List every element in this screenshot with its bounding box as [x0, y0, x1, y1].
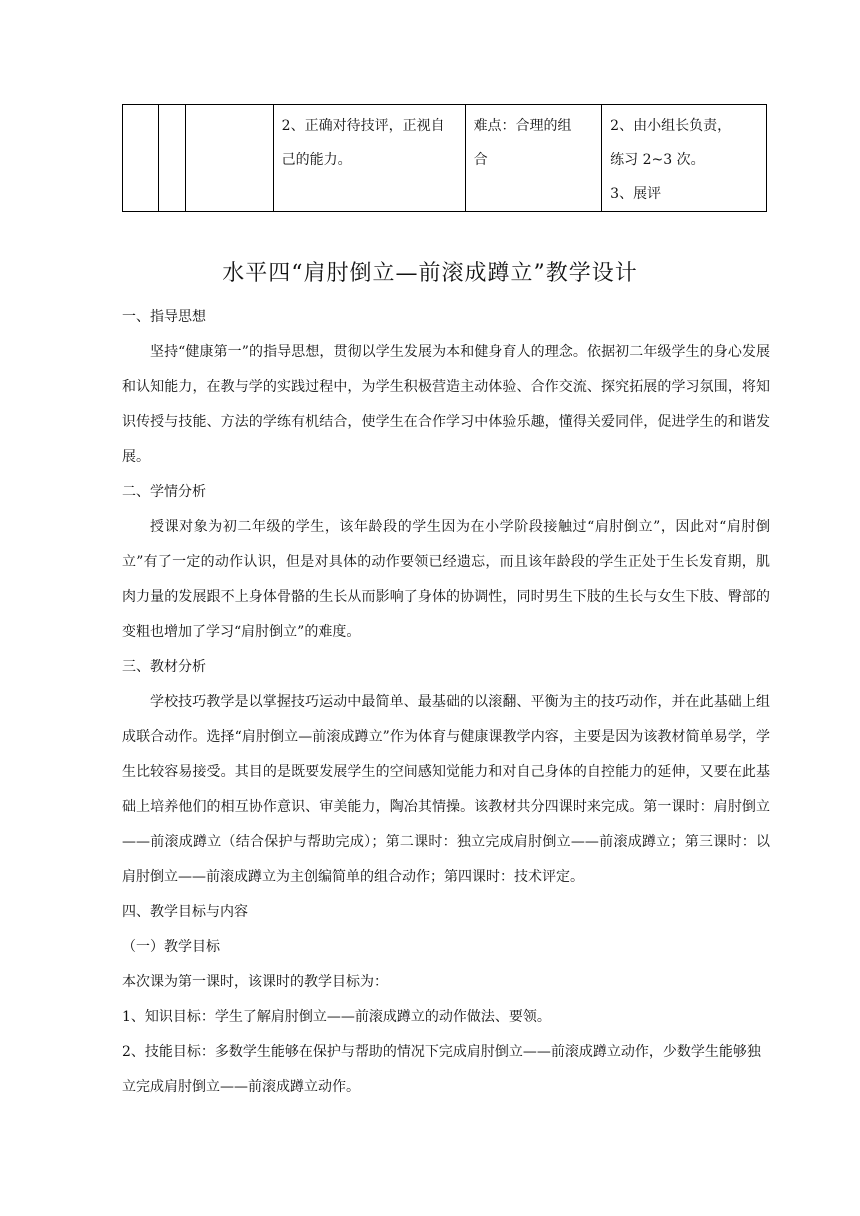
cell-text-line: 练习 2~3 次。 — [610, 152, 705, 168]
cell-text-line: 己的能力。 — [281, 152, 352, 168]
cell-text-line: 2、由小组长负责， — [610, 118, 732, 134]
paragraph-student-analysis: 授课对象为初二年级的学生，该年龄段的学生因为在小学阶段接触过“肩肘倒立”，因此对“肩肘倒立”有了一定的动作认识，但是对具体的动作要领已经遗忘，而且该年龄段的学生正处于生长发育期，肌肉力量的发展跟不上身体骨骼的生长从而影响了身体的协调性，同时男生下肢的生长与女生下肢、臀部的变粗也增加了学习“肩肘倒立”的难度。 — [122, 519, 770, 640]
section-heading-material-analysis: 三、教材分析 — [122, 659, 206, 675]
subheading-teaching-goals: （一）教学目标 — [122, 939, 220, 955]
cell-text-line: 3、展评 — [610, 186, 662, 202]
document-title: 水平四“肩肘倒立—前滚成蹲立”教学设计 — [222, 261, 638, 286]
section-heading-guiding-idea: 一、指导思想 — [122, 309, 206, 325]
section-heading-student-analysis: 二、学情分析 — [122, 484, 206, 500]
table-cell-empty — [158, 105, 185, 212]
goals-intro: 本次课为第一课时，该课时的教学目标为： — [122, 974, 388, 990]
table-row — [123, 105, 767, 212]
table-cell-goal — [273, 105, 465, 212]
table-cell-empty — [123, 105, 159, 212]
goal-item-knowledge: 1、知识目标：学生了解肩肘倒立——前滚成蹲立的动作做法、要领。 — [122, 1009, 551, 1025]
document-body — [122, 300, 770, 1105]
continuation-table — [122, 104, 767, 212]
cell-text-line: 合 — [473, 152, 488, 168]
table-cell-method — [602, 105, 767, 212]
table-cell-empty — [185, 105, 273, 212]
cell-text-line: 2、正确对待技评，正视自 — [281, 118, 445, 134]
paragraph-guiding-idea: 坚持“健康第一”的指导思想，贯彻以学生发展为本和健身育人的理念。依据初二年级学生的身心发展和认知能力，在教与学的实践过程中，为学生积极营造主动体验、合作交流、探究拓展的学习氛围，将知识传授与技能、方法的学练有机结合，使学生在合作学习中体验乐趣，懂得关爱同伴，促进学生的和谐发展。 — [122, 344, 770, 465]
table-cell-difficulty — [465, 105, 602, 212]
goal-item-skill: 2、技能目标：多数学生能够在保护与帮助的情况下完成肩肘倒立——前滚成蹲立动作，少数学生能够独立完成肩肘倒立——前滚成蹲立动作。 — [122, 1044, 761, 1095]
paragraph-material-analysis: 学校技巧教学是以掌握技巧运动中最简单、最基础的以滚翻、平衡为主的技巧动作，并在此基础上组成联合动作。选择“肩肘倒立—前滚成蹲立”作为体育与健康课教学内容，主要是因为该教材简单易学，学生比较容易接受。其目的是既要发展学生的空间感知觉能力和对自己身体的自控能力的延伸，又要在此基础上培养他们的相互协作意识、审美能力，陶冶其情操。该教材共分四课时来完成。第一课时：肩肘倒立——前滚成蹲立（结合保护与帮助完成）；第二课时：独立完成肩肘倒立——前滚成蹲立；第三课时：以肩肘倒立——前滚成蹲立为主创编简单的组合动作；第四课时：技术评定。 — [122, 694, 770, 885]
section-heading-goals-content: 四、教学目标与内容 — [122, 904, 248, 920]
cell-text-line: 难点：合理的组 — [473, 118, 572, 134]
